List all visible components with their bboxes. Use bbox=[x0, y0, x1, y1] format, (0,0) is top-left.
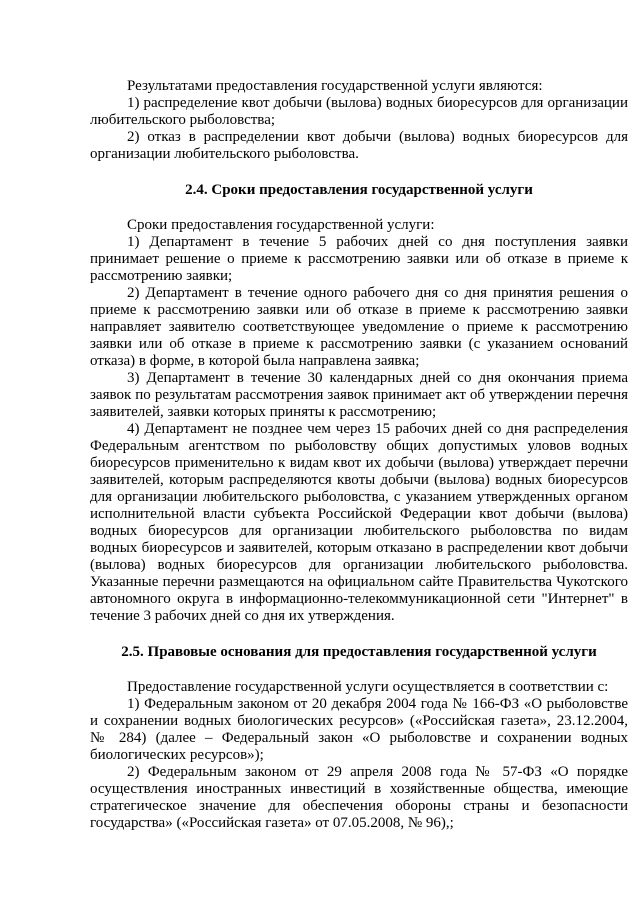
section-heading-deadlines: 2.4. Сроки предоставления государственной услуги bbox=[185, 182, 533, 198]
paragraph: 1) Федеральным законом от 20 декабря 2004 года № 166-ФЗ «О рыболовстве и сохранении водных биологических ресурсов» («Российская газета», 23.12.2004, № 284) (далее – Федеральный закон «О рыболовстве и сохранении водных биологических ресурсов»); bbox=[90, 696, 628, 763]
section-deadlines bbox=[90, 217, 628, 625]
paragraph: 1) Департамент в течение 5 рабочих дней со дня поступления заявки принимает решение о приеме к рассмотрению заявки или об отказе в приеме к рассмотрению заявки; bbox=[90, 234, 628, 284]
section-heading-legal-basis: 2.5. Правовые основания для предоставления государственной услуги bbox=[121, 644, 597, 660]
paragraph: Сроки предоставления государственной услуги: bbox=[127, 217, 435, 233]
paragraph: Предоставление государственной услуги осуществляется в соответствии с: bbox=[127, 679, 609, 695]
paragraph: Результатами предоставления государственной услуги являются: bbox=[127, 78, 543, 94]
paragraph: 1) распределение квот добычи (вылова) водных биоресурсов для организации любительского рыболовства; bbox=[90, 95, 628, 128]
section-results bbox=[90, 78, 628, 163]
paragraph: 2) отказ в распределении квот добычи (вылова) водных биоресурсов для организации любительского рыболовства. bbox=[90, 129, 628, 162]
section-legal-basis bbox=[90, 679, 628, 832]
document-page bbox=[90, 78, 628, 832]
paragraph: 3) Департамент в течение 30 календарных дней со дня окончания приема заявок по результатам рассмотрения заявок принимает акт об утверждении перечня заявителей, заявки которых приняты к рассмотрению; bbox=[90, 370, 628, 420]
paragraph: 2) Федеральным законом от 29 апреля 2008 года № 57-ФЗ «О порядке осуществления иностранных инвестиций в хозяйственные общества, имеющие стратегическое значение для обеспечения обороны страны и безопасности государства» («Российская газета» от 07.05.2008, № 96),; bbox=[90, 764, 628, 831]
paragraph: 2) Департамент в течение одного рабочего дня со дня принятия решения о приеме к рассмотрению заявки или об отказе в приеме к рассмотрению заявки направляет заявителю соответствующее уведомление о приеме к рассмотрению заявки или об отказе в приеме к рассмотрению заявки (с указанием оснований отказа) в форме, в которой была направлена заявка; bbox=[90, 285, 628, 369]
paragraph: 4) Департамент не позднее чем через 15 рабочих дней со дня распределения Федеральным агентством по рыболовству общих допустимых уловов водных биоресурсов применительно к видам квот их добычи (вылова) утверждает перечни заявителей, которым распределяются квоты добычи (вылова) водных биоресурсов для организации любительского рыболовства, с указанием утвержденных органом исполнительной власти субъекта Российской Федерации квот добычи (вылова) водных биоресурсов для организации любительского рыболовства по видам водных биоресурсов и заявителей, которым отказано в распределении квот добычи (вылова) водных биоресурсов для организации любительского рыболовства. Указанные перечни размещаются на официальном сайте Правительства Чукотского автономного округа в информационно-телекоммуникационной сети "Интернет" в течение 3 рабочих дней со дня их утверждения. bbox=[90, 421, 628, 624]
